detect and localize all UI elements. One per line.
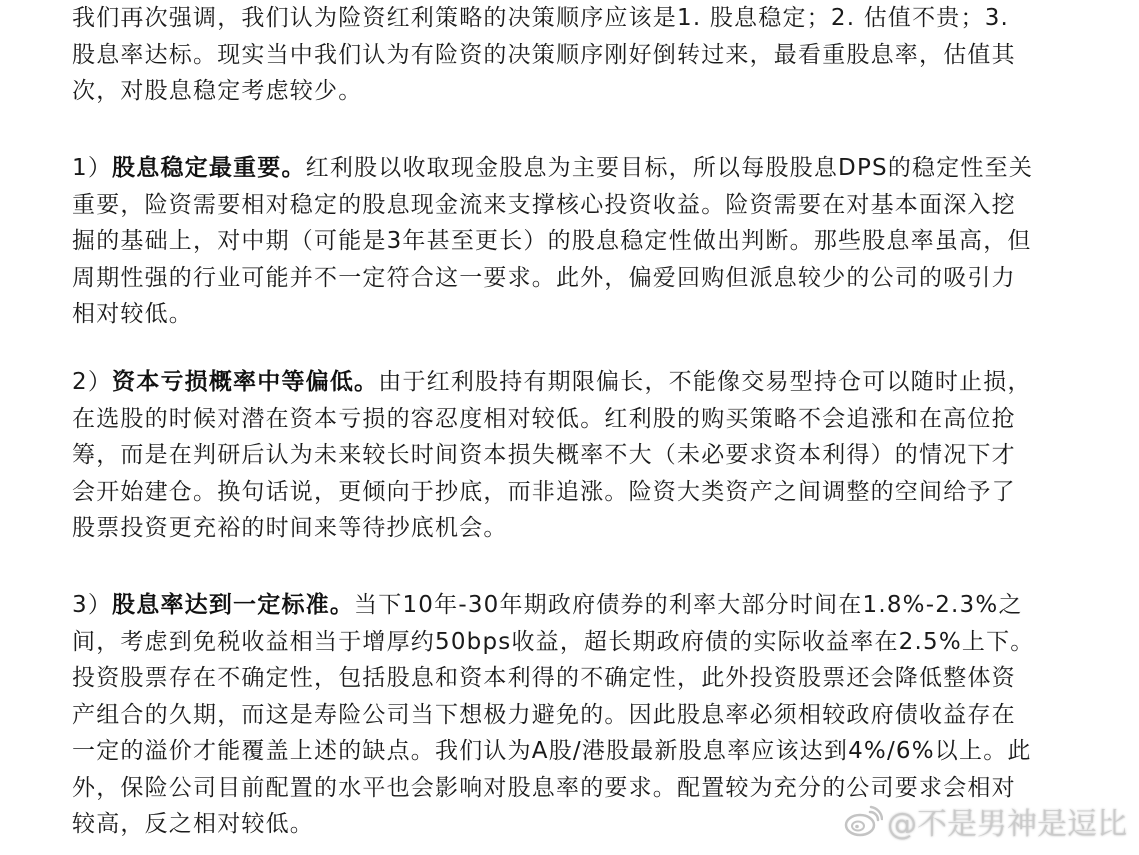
text-line	[72, 223, 1072, 260]
line-text: 次，对股息稳定考虑较少。	[72, 78, 363, 104]
text-line	[72, 733, 1072, 770]
line-text: 在选股的时候对潜在资本亏损的容忍度相对较低。红利股的购买策略不会追涨和在高位抢	[72, 405, 1016, 432]
paragraph-point-1	[72, 150, 1072, 333]
text-line	[72, 587, 1072, 624]
text-line	[72, 510, 1072, 547]
line-text: 产组合的久期，而这是寿险公司当下想极力避免的。因此股息率必须相较政府债收益存在	[72, 701, 1016, 728]
list-number: 1）	[72, 155, 113, 181]
weibo-icon	[843, 804, 883, 838]
line-text: 间，考虑到免税收益相当于增厚约50bps收益，超长期政府债的实际收益率在2.5%上下。	[72, 628, 1035, 655]
point-heading: 股息率达到一定标准。	[112, 592, 355, 618]
text-line	[72, 401, 1072, 438]
text-line	[72, 624, 1072, 661]
text-line	[72, 187, 1072, 224]
text-line	[72, 0, 1072, 37]
line-text: 筹，而是在判研后认为未来较长时间资本损失概率不大（未必要求资本利得）的情况下才	[72, 442, 1016, 468]
point-heading: 资本亏损概率中等偏低。	[112, 369, 379, 395]
list-number: 3）	[72, 592, 113, 618]
text-line	[72, 660, 1072, 697]
text-line	[72, 150, 1072, 187]
line-text: 我们再次强调，我们认为险资红利策略的决策顺序应该是1. 股息稳定；2. 估值不贵；3.	[72, 5, 1010, 31]
text-line	[72, 364, 1072, 401]
line-text: 掘的基础上，对中期（可能是3年甚至更长）的股息稳定性做出判断。那些股息率虽高，但	[72, 228, 1032, 254]
line-text: 外，保险公司目前配置的水平也会影响对股息率的要求。配置较为充分的公司要求会相对	[72, 774, 1016, 801]
line-text: 一定的溢价才能覆盖上述的缺点。我们认为A股/港股最新股息率应该达到4%/6%以上。此	[72, 738, 1032, 764]
line-text: 红利股以收取现金股息为主要目标，所以每股股息DPS的稳定性至关	[305, 155, 1034, 181]
text-line	[72, 296, 1072, 333]
text-line	[72, 697, 1072, 734]
line-text: 会开始建仓。换句话说，更倾向于抄底，而非追涨。险资大类资产之间调整的空间给予了	[72, 478, 1016, 505]
line-text: 较高，反之相对较低。	[72, 811, 314, 837]
text-line	[72, 474, 1072, 511]
list-number: 2）	[72, 369, 113, 395]
watermark	[843, 799, 1127, 843]
line-text: 周期性强的行业可能并不一定符合这一要求。此外，偏爱回购但派息较少的公司的吸引力	[72, 264, 1016, 291]
text-line	[72, 73, 1072, 110]
paragraph-point-2	[72, 364, 1072, 547]
line-text: 股票投资更充裕的时间来等待抄底机会。	[72, 515, 508, 541]
text-line	[72, 37, 1072, 74]
paragraph-intro	[72, 0, 1072, 110]
point-heading: 股息稳定最重要。	[112, 155, 306, 181]
watermark-text: @不是男神是逗比	[887, 807, 1127, 842]
line-text: 重要，险资需要相对稳定的股息现金流来支撑核心投资收益。险资需要在对基本面深入挖	[72, 191, 1016, 218]
line-text: 股息率达标。现实当中我们认为有险资的决策顺序刚好倒转过来，最看重股息率，估值其	[72, 41, 1016, 68]
line-text: 当下10年-30年期政府债券的利率大部分时间在1.8%-2.3%之	[354, 592, 1023, 618]
line-text: 投资股票存在不确定性，包括股息和资本利得的不确定性，此外投资股票还会降低整体资	[72, 665, 1016, 691]
text-line	[72, 260, 1072, 297]
line-text: 相对较低。	[72, 301, 193, 327]
line-text: 由于红利股持有期限偏长，不能像交易型持仓可以随时止损，	[378, 369, 1032, 395]
text-line	[72, 437, 1072, 474]
